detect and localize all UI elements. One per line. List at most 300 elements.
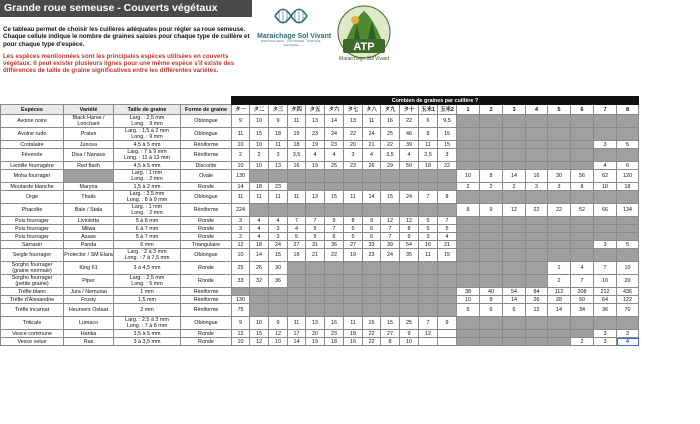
variety-cell[interactable]: Diva / Nanaux — [64, 149, 114, 162]
seed-count-cell[interactable]: 18 — [288, 141, 306, 149]
species-cell[interactable]: Avoine noire — [1, 115, 64, 128]
seed-size-cell[interactable]: Larg. : 1,5 à 2 mm Long. : 9 mm — [114, 128, 181, 141]
seed-count-cell[interactable]: 27 — [381, 330, 400, 338]
seed-count-cell[interactable] — [344, 304, 363, 317]
seed-count-cell[interactable]: 17 — [288, 330, 306, 338]
seed-count-cell[interactable]: 7 — [325, 225, 344, 233]
seed-count-cell[interactable]: 18 — [288, 249, 306, 262]
seed-count-cell[interactable] — [438, 275, 457, 288]
seed-count-cell[interactable] — [381, 288, 400, 296]
species-cell[interactable]: Moha fourrager — [1, 170, 64, 183]
seed-count-cell[interactable]: 15 — [250, 128, 269, 141]
seed-count-cell[interactable] — [526, 330, 548, 338]
species-cell[interactable]: Avoine rude — [1, 128, 64, 141]
seed-count-cell[interactable]: 9 — [269, 115, 288, 128]
seed-size-cell[interactable]: 1,5 mm — [114, 296, 181, 304]
seed-count-cell[interactable]: 18 — [325, 338, 344, 346]
seed-count-cell[interactable]: 11 — [419, 249, 438, 262]
seed-count-cell[interactable]: 2 — [232, 149, 250, 162]
seed-count-cell[interactable] — [400, 304, 419, 317]
seed-count-cell[interactable] — [503, 317, 526, 330]
seed-count-cell[interactable]: 22 — [438, 162, 457, 170]
seed-count-cell[interactable] — [288, 183, 306, 191]
seed-count-cell[interactable]: 3 — [344, 149, 363, 162]
seed-count-cell[interactable] — [594, 191, 617, 204]
seed-count-cell[interactable]: 25 — [381, 128, 400, 141]
seed-count-cell[interactable]: 11 — [288, 115, 306, 128]
seed-shape-cell[interactable]: Oblongue — [181, 115, 232, 128]
seed-size-cell[interactable]: 5 à 8 mm — [114, 217, 181, 225]
seed-shape-cell[interactable]: Ronde — [181, 338, 232, 346]
seed-count-cell[interactable] — [594, 317, 617, 330]
seed-count-cell[interactable]: 11 — [288, 317, 306, 330]
seed-count-cell[interactable]: 10 — [232, 141, 250, 149]
seed-count-cell[interactable]: 8 — [480, 170, 503, 183]
seed-count-cell[interactable] — [526, 191, 548, 204]
seed-count-cell[interactable] — [419, 338, 438, 346]
seed-count-cell[interactable] — [617, 115, 639, 128]
seed-count-cell[interactable]: 33 — [363, 241, 381, 249]
seed-count-cell[interactable] — [480, 141, 503, 149]
seed-count-cell[interactable] — [363, 183, 381, 191]
seed-count-cell[interactable] — [571, 141, 594, 149]
seed-count-cell[interactable]: 5 — [617, 241, 639, 249]
seed-count-cell[interactable]: 7 — [306, 217, 325, 225]
seed-count-cell[interactable] — [269, 296, 288, 304]
seed-count-cell[interactable] — [503, 249, 526, 262]
seed-count-cell[interactable]: 120 — [617, 170, 639, 183]
seed-count-cell[interactable] — [503, 141, 526, 149]
seed-count-cell[interactable] — [288, 170, 306, 183]
seed-count-cell[interactable] — [419, 296, 438, 304]
seed-count-cell[interactable]: 436 — [617, 288, 639, 296]
variety-cell[interactable] — [64, 170, 114, 183]
seed-shape-cell[interactable]: Ronde — [181, 330, 232, 338]
seed-count-cell[interactable]: 5 — [288, 233, 306, 241]
seed-size-cell[interactable]: Larg. : 2,5 mm Long. : 9 mm — [114, 115, 181, 128]
variety-cell[interactable]: Milwa — [64, 225, 114, 233]
species-cell[interactable]: Lentille fourragère — [1, 162, 64, 170]
seed-count-cell[interactable]: 11 — [419, 141, 438, 149]
seed-count-cell[interactable]: 9 — [400, 233, 419, 241]
seed-count-cell[interactable]: 11 — [232, 128, 250, 141]
seed-count-cell[interactable]: 8 — [381, 338, 400, 346]
species-cell[interactable]: Sarrasin — [1, 241, 64, 249]
seed-count-cell[interactable] — [438, 304, 457, 317]
seed-count-cell[interactable] — [400, 296, 419, 304]
seed-count-cell[interactable]: 23 — [363, 249, 381, 262]
seed-count-cell[interactable] — [480, 115, 503, 128]
seed-count-cell[interactable]: 22 — [363, 338, 381, 346]
seed-count-cell[interactable]: 7 — [594, 262, 617, 275]
seed-count-cell[interactable] — [480, 330, 503, 338]
seed-count-cell[interactable] — [381, 204, 400, 217]
seed-shape-cell[interactable]: Oblongue — [181, 249, 232, 262]
seed-count-cell[interactable]: 18 — [617, 183, 639, 191]
variety-cell[interactable]: Livioletta — [64, 217, 114, 225]
seed-count-cell[interactable]: 3 — [269, 233, 288, 241]
seed-count-cell[interactable] — [457, 249, 480, 262]
seed-count-cell[interactable]: 56 — [571, 170, 594, 183]
seed-count-cell[interactable]: 35 — [400, 249, 419, 262]
seed-count-cell[interactable] — [363, 304, 381, 317]
seed-count-cell[interactable]: 33 — [232, 275, 250, 288]
seed-count-cell[interactable]: 30 — [269, 262, 288, 275]
seed-count-cell[interactable]: 4 — [617, 338, 639, 346]
seed-count-cell[interactable] — [457, 191, 480, 204]
seed-count-cell[interactable] — [617, 233, 639, 241]
seed-count-cell[interactable]: 11 — [232, 191, 250, 204]
seed-count-cell[interactable]: 11 — [288, 191, 306, 204]
seed-count-cell[interactable]: 10 — [594, 275, 617, 288]
seed-count-cell[interactable]: 22 — [363, 330, 381, 338]
seed-shape-cell[interactable]: Oblongue — [181, 191, 232, 204]
seed-count-cell[interactable]: 12 — [269, 330, 288, 338]
seed-count-cell[interactable] — [306, 204, 325, 217]
seed-count-cell[interactable]: 12 — [503, 204, 526, 217]
seed-count-cell[interactable]: 2,5 — [419, 149, 438, 162]
seed-count-cell[interactable]: 9 — [438, 317, 457, 330]
seed-count-cell[interactable] — [400, 288, 419, 296]
seed-count-cell[interactable]: 8 — [571, 183, 594, 191]
seed-count-cell[interactable]: 30 — [548, 170, 571, 183]
seed-count-cell[interactable] — [480, 241, 503, 249]
seed-count-cell[interactable] — [438, 296, 457, 304]
seed-count-cell[interactable]: 23 — [325, 330, 344, 338]
seed-count-cell[interactable]: 5 — [457, 304, 480, 317]
seed-count-cell[interactable]: 4 — [438, 233, 457, 241]
seed-size-cell[interactable]: 6 à 7 mm — [114, 225, 181, 233]
seed-count-cell[interactable] — [617, 128, 639, 141]
seed-count-cell[interactable]: 34 — [571, 304, 594, 317]
seed-count-cell[interactable]: 4 — [288, 225, 306, 233]
seed-count-cell[interactable] — [617, 317, 639, 330]
seed-shape-cell[interactable]: Réniforme — [181, 304, 232, 317]
seed-count-cell[interactable]: 6 — [617, 162, 639, 170]
seed-count-cell[interactable]: 14 — [503, 170, 526, 183]
seed-count-cell[interactable] — [438, 183, 457, 191]
seed-count-cell[interactable]: 10 — [232, 338, 250, 346]
seed-count-cell[interactable] — [250, 204, 269, 217]
seed-count-cell[interactable]: 13 — [306, 191, 325, 204]
seed-count-cell[interactable] — [381, 262, 400, 275]
seed-count-cell[interactable]: 12 — [400, 217, 419, 225]
seed-count-cell[interactable]: 2 — [480, 183, 503, 191]
seed-shape-cell[interactable]: Ovale — [181, 170, 232, 183]
seed-count-cell[interactable] — [306, 275, 325, 288]
seed-count-cell[interactable]: 6 — [363, 233, 381, 241]
seed-count-cell[interactable]: 15 — [438, 141, 457, 149]
seed-count-cell[interactable] — [503, 275, 526, 288]
seed-count-cell[interactable] — [457, 262, 480, 275]
seed-count-cell[interactable] — [571, 249, 594, 262]
seed-count-cell[interactable]: 5 — [306, 225, 325, 233]
seed-count-cell[interactable] — [480, 191, 503, 204]
seed-count-cell[interactable]: 11 — [344, 191, 363, 204]
seed-count-cell[interactable] — [548, 317, 571, 330]
seed-count-cell[interactable]: 3 — [594, 330, 617, 338]
seed-count-cell[interactable]: 5 — [438, 225, 457, 233]
seed-count-cell[interactable]: 64 — [594, 296, 617, 304]
seed-count-cell[interactable]: 28 — [548, 296, 571, 304]
seed-count-cell[interactable]: 39 — [381, 241, 400, 249]
seed-count-cell[interactable]: 3 — [548, 183, 571, 191]
seed-count-cell[interactable]: 21 — [363, 141, 381, 149]
seed-count-cell[interactable]: 75 — [232, 304, 250, 317]
seed-count-cell[interactable] — [617, 149, 639, 162]
variety-cell[interactable]: Maryna — [64, 183, 114, 191]
seed-count-cell[interactable]: 7 — [419, 317, 438, 330]
seed-count-cell[interactable]: 9 — [232, 115, 250, 128]
seed-count-cell[interactable] — [232, 288, 250, 296]
seed-count-cell[interactable]: 1 — [548, 262, 571, 275]
seed-count-cell[interactable]: 22 — [548, 204, 571, 217]
seed-count-cell[interactable] — [325, 183, 344, 191]
seed-count-cell[interactable]: 6 — [325, 233, 344, 241]
seed-count-cell[interactable] — [480, 162, 503, 170]
seed-count-cell[interactable] — [288, 288, 306, 296]
seed-count-cell[interactable]: 26 — [526, 296, 548, 304]
species-cell[interactable]: Pois fourrager — [1, 233, 64, 241]
seed-count-cell[interactable]: 39 — [400, 141, 419, 149]
seed-shape-cell[interactable]: Réniforme — [181, 288, 232, 296]
seed-count-cell[interactable] — [363, 288, 381, 296]
seed-count-cell[interactable] — [325, 170, 344, 183]
seed-count-cell[interactable]: 36 — [269, 275, 288, 288]
seed-count-cell[interactable]: 25 — [232, 262, 250, 275]
seed-count-cell[interactable] — [571, 162, 594, 170]
seed-count-cell[interactable]: 3 — [526, 183, 548, 191]
seed-count-cell[interactable] — [548, 162, 571, 170]
seed-count-cell[interactable]: 7 — [419, 191, 438, 204]
seed-count-cell[interactable] — [288, 296, 306, 304]
seed-count-cell[interactable] — [457, 162, 480, 170]
seed-count-cell[interactable]: 8 — [419, 128, 438, 141]
seed-count-cell[interactable]: 14 — [325, 115, 344, 128]
seed-count-cell[interactable] — [594, 225, 617, 233]
seed-count-cell[interactable]: 23 — [269, 183, 288, 191]
variety-cell[interactable]: Hanka — [64, 330, 114, 338]
seed-count-cell[interactable]: 5 — [344, 225, 363, 233]
seed-count-cell[interactable] — [269, 204, 288, 217]
seed-count-cell[interactable]: 112 — [548, 288, 571, 296]
seed-count-cell[interactable] — [526, 217, 548, 225]
seed-count-cell[interactable]: 13 — [306, 317, 325, 330]
seed-count-cell[interactable] — [571, 317, 594, 330]
variety-cell[interactable]: Heursers Ostaat — [64, 304, 114, 317]
seed-count-cell[interactable]: 5 — [419, 225, 438, 233]
seed-count-cell[interactable] — [457, 115, 480, 128]
seed-size-cell[interactable]: Larg. : 1 mm Long. : 2 mm — [114, 170, 181, 183]
seed-shape-cell[interactable]: Discoïde — [181, 162, 232, 170]
seed-count-cell[interactable] — [363, 170, 381, 183]
seed-count-cell[interactable]: 2 — [571, 338, 594, 346]
seed-count-cell[interactable]: 66 — [594, 204, 617, 217]
seed-size-cell[interactable]: 6 mm — [114, 241, 181, 249]
species-cell[interactable]: Trèfle d'Alexandrie — [1, 296, 64, 304]
seed-count-cell[interactable]: 11 — [344, 317, 363, 330]
seed-count-cell[interactable] — [457, 149, 480, 162]
seed-count-cell[interactable] — [419, 275, 438, 288]
seed-count-cell[interactable] — [571, 330, 594, 338]
seed-count-cell[interactable] — [325, 288, 344, 296]
variety-cell[interactable]: Lumaco — [64, 317, 114, 330]
seed-count-cell[interactable]: 26 — [250, 262, 269, 275]
variety-cell[interactable]: Panda — [64, 241, 114, 249]
seed-shape-cell[interactable]: Oblongue — [181, 128, 232, 141]
seed-count-cell[interactable]: 13 — [344, 115, 363, 128]
seed-count-cell[interactable]: 6 — [480, 304, 503, 317]
seed-count-cell[interactable] — [344, 204, 363, 217]
seed-count-cell[interactable]: 23 — [344, 162, 363, 170]
seed-count-cell[interactable] — [400, 275, 419, 288]
seed-count-cell[interactable]: 13 — [306, 115, 325, 128]
seed-count-cell[interactable]: 6 — [363, 225, 381, 233]
seed-count-cell[interactable]: 54 — [400, 241, 419, 249]
seed-count-cell[interactable]: 208 — [571, 288, 594, 296]
seed-count-cell[interactable] — [503, 233, 526, 241]
seed-count-cell[interactable] — [457, 225, 480, 233]
seed-count-cell[interactable]: 15 — [269, 249, 288, 262]
species-cell[interactable]: Sorgho fourrager (graine normale) — [1, 262, 64, 275]
seed-count-cell[interactable] — [325, 262, 344, 275]
seed-count-cell[interactable]: 14 — [250, 249, 269, 262]
seed-count-cell[interactable]: 3 — [594, 141, 617, 149]
seed-count-cell[interactable] — [548, 233, 571, 241]
seed-count-cell[interactable] — [594, 149, 617, 162]
seed-shape-cell[interactable]: Ronde — [181, 183, 232, 191]
seed-count-cell[interactable]: 3,5 — [381, 149, 400, 162]
seed-shape-cell[interactable]: Ronde — [181, 217, 232, 225]
seed-count-cell[interactable] — [325, 304, 344, 317]
seed-count-cell[interactable] — [594, 115, 617, 128]
seed-count-cell[interactable]: 18 — [250, 241, 269, 249]
seed-count-cell[interactable]: 12 — [419, 330, 438, 338]
seed-count-cell[interactable] — [306, 288, 325, 296]
seed-count-cell[interactable] — [548, 249, 571, 262]
seed-count-cell[interactable]: 25 — [400, 317, 419, 330]
seed-count-cell[interactable]: 7 — [288, 217, 306, 225]
seed-count-cell[interactable]: 4 — [250, 217, 269, 225]
seed-count-cell[interactable] — [548, 141, 571, 149]
seed-count-cell[interactable]: 4 — [363, 149, 381, 162]
seed-count-cell[interactable]: 3 — [594, 338, 617, 346]
seed-count-cell[interactable]: 24 — [381, 249, 400, 262]
seed-size-cell[interactable]: 4,5 à 5 mm — [114, 141, 181, 149]
seed-count-cell[interactable] — [457, 330, 480, 338]
seed-count-cell[interactable] — [381, 170, 400, 183]
seed-count-cell[interactable] — [325, 204, 344, 217]
seed-count-cell[interactable] — [288, 275, 306, 288]
seed-count-cell[interactable] — [526, 225, 548, 233]
seed-count-cell[interactable] — [526, 128, 548, 141]
seed-count-cell[interactable] — [288, 304, 306, 317]
seed-count-cell[interactable]: 3 — [419, 233, 438, 241]
seed-count-cell[interactable] — [526, 317, 548, 330]
seed-count-cell[interactable] — [400, 183, 419, 191]
seed-count-cell[interactable] — [344, 183, 363, 191]
seed-count-cell[interactable]: 12 — [232, 241, 250, 249]
variety-cell[interactable]: Bale / Stala — [64, 204, 114, 217]
seed-count-cell[interactable]: 20 — [344, 141, 363, 149]
seed-count-cell[interactable] — [269, 170, 288, 183]
seed-count-cell[interactable] — [480, 217, 503, 225]
seed-count-cell[interactable] — [526, 275, 548, 288]
seed-count-cell[interactable] — [548, 191, 571, 204]
seed-count-cell[interactable]: 22 — [526, 204, 548, 217]
seed-count-cell[interactable]: 10 — [457, 170, 480, 183]
seed-count-cell[interactable]: 9 — [325, 217, 344, 225]
seed-size-cell[interactable]: 3,5 à 5 mm — [114, 330, 181, 338]
seed-count-cell[interactable]: 31 — [306, 241, 325, 249]
seed-count-cell[interactable]: 3 — [438, 149, 457, 162]
seed-count-cell[interactable]: 8 — [400, 225, 419, 233]
seed-count-cell[interactable]: 22 — [381, 141, 400, 149]
variety-cell[interactable]: Assas — [64, 233, 114, 241]
seed-count-cell[interactable]: 4 — [400, 149, 419, 162]
seed-count-cell[interactable]: 224 — [232, 204, 250, 217]
seed-size-cell[interactable]: 2 mm — [114, 304, 181, 317]
seed-count-cell[interactable]: 5 — [344, 233, 363, 241]
seed-count-cell[interactable]: 15 — [438, 249, 457, 262]
seed-count-cell[interactable]: 15 — [250, 330, 269, 338]
seed-count-cell[interactable]: 4 — [250, 233, 269, 241]
seed-count-cell[interactable] — [306, 183, 325, 191]
seed-shape-cell[interactable]: Réniforme — [181, 296, 232, 304]
seed-count-cell[interactable]: 9,5 — [438, 115, 457, 128]
variety-cell[interactable]: Frosty — [64, 296, 114, 304]
seed-count-cell[interactable]: 18 — [419, 162, 438, 170]
seed-count-cell[interactable]: 2 — [232, 233, 250, 241]
seed-size-cell[interactable]: 1 mm — [114, 288, 181, 296]
seed-count-cell[interactable]: 8 — [480, 296, 503, 304]
seed-count-cell[interactable]: 50 — [571, 296, 594, 304]
seed-count-cell[interactable]: 5 — [419, 217, 438, 225]
seed-count-cell[interactable]: 15 — [381, 191, 400, 204]
seed-count-cell[interactable]: 19 — [306, 141, 325, 149]
seed-count-cell[interactable]: 46 — [400, 128, 419, 141]
seed-count-cell[interactable]: 4 — [571, 262, 594, 275]
species-cell[interactable]: Féverole — [1, 149, 64, 162]
seed-count-cell[interactable] — [419, 183, 438, 191]
seed-count-cell[interactable] — [306, 170, 325, 183]
seed-count-cell[interactable]: 4 — [325, 149, 344, 162]
seed-count-cell[interactable] — [438, 338, 457, 346]
seed-count-cell[interactable] — [480, 317, 503, 330]
seed-count-cell[interactable] — [503, 225, 526, 233]
seed-count-cell[interactable] — [419, 288, 438, 296]
seed-count-cell[interactable] — [457, 233, 480, 241]
seed-count-cell[interactable] — [548, 149, 571, 162]
seed-count-cell[interactable] — [617, 249, 639, 262]
seed-count-cell[interactable]: 18 — [344, 330, 363, 338]
seed-count-cell[interactable] — [503, 330, 526, 338]
seed-count-cell[interactable]: 27 — [344, 241, 363, 249]
seed-count-cell[interactable] — [344, 288, 363, 296]
seed-count-cell[interactable]: 27 — [288, 241, 306, 249]
seed-count-cell[interactable]: 23 — [325, 141, 344, 149]
variety-cell[interactable]: King 61 — [64, 262, 114, 275]
seed-count-cell[interactable]: 7 — [571, 275, 594, 288]
seed-count-cell[interactable] — [548, 128, 571, 141]
seed-count-cell[interactable] — [480, 128, 503, 141]
seed-count-cell[interactable] — [480, 225, 503, 233]
seed-count-cell[interactable] — [400, 262, 419, 275]
seed-count-cell[interactable] — [306, 262, 325, 275]
seed-count-cell[interactable] — [400, 204, 419, 217]
species-cell[interactable]: Moutarde blanche — [1, 183, 64, 191]
seed-count-cell[interactable] — [548, 241, 571, 249]
